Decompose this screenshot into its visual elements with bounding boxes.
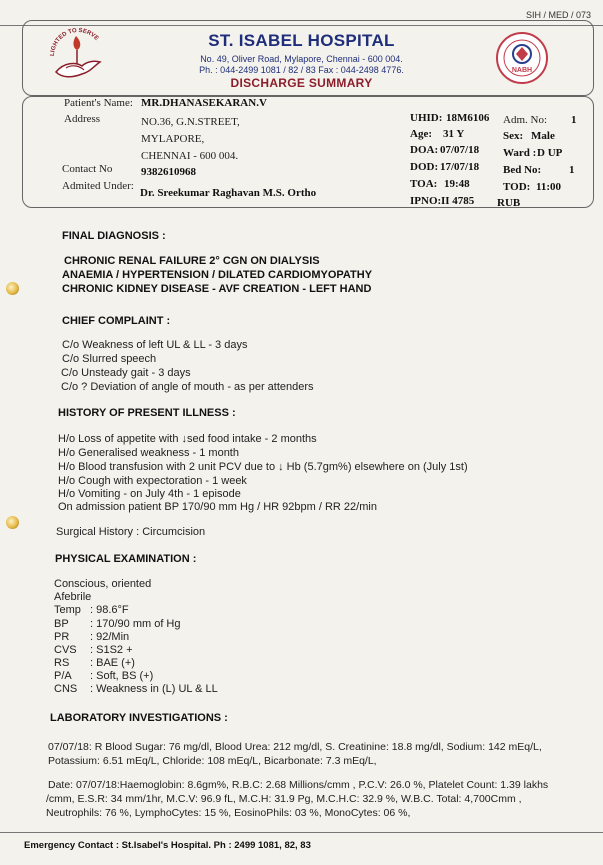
ward-label: Ward : [503,147,537,159]
history-line: H/o Vomiting - on July 4th - 1 episode [58,488,241,500]
diagnosis-line: ANAEMIA / HYPERTENSION / DILATED CARDIOMYOPATHY [62,269,373,281]
diagnosis-line: CHRONIC KIDNEY DISEASE - AVF CREATION - LEFT HAND [62,283,372,295]
exam-row-value: : 92/Min [90,631,130,643]
dod-value: 17/07/18 [440,161,480,173]
exam-row-label: Temp [54,604,81,616]
uhid-label: UHID: [410,112,443,124]
exam-row-label: RS [54,657,70,669]
address-label: Address [64,113,101,125]
toa-label: TOA: [410,178,438,190]
exam-row-value: : 98.6°F [90,604,129,616]
page-code: SIH / MED / 073 [525,10,591,20]
lab-line: Date: 07/07/18:Haemoglobin: 8.6gm%, R.B.C: 2.68 Millions/cmm , P.C.V: 26.0 %, Platelet Count: 1.39 lakhs [48,779,549,791]
logo-left-text: LIGHTED TO SERVE [49,27,100,57]
hospital-phone: Ph. : 044-2499 1081 / 82 / 83 Fax : 044-2498 4776. [199,65,404,75]
physical-exam-heading: PHYSICAL EXAMINATION : [55,553,197,565]
patient-name-label: Patient's Name: [64,97,133,109]
exam-row-value: : S1S2 + [90,644,133,656]
contact-number: 9382610968 [141,166,196,178]
exam-row-value: : Soft, BS (+) [90,670,154,682]
lab-line: Potassium: 6.51 mEq/L, Chloride: 108 mEq/L, Bicarbonate: 7.3 mEq/L, [48,755,377,767]
exam-row-label: CNS [54,683,78,695]
contact-label: Contact No [62,163,113,175]
emergency-contact-footer: Emergency Contact : St.Isabel's Hospital. Ph : 2499 1081, 82, 83 [24,840,311,851]
tod-value: 11:00 [536,181,562,193]
history-line: H/o Cough with expectoration - 1 week [58,475,247,487]
adm-no-value: 1 [571,114,577,126]
history-line: H/o Loss of appetite with ↓sed food intake - 2 months [58,433,317,445]
toa-value: 19:48 [444,178,470,190]
exam-row-value: : Weakness in (L) UL & LL [90,683,218,695]
exam-general-line: Conscious, oriented [54,578,152,590]
chief-complaint-heading: CHIEF COMPLAINT : [62,315,171,327]
diagnosis-line: CHRONIC RENAL FAILURE 2° CGN ON DIALYSIS [64,255,320,267]
address-line: MYLAPORE, [141,133,205,145]
age-label: Age: [410,128,432,140]
sex-value: Male [531,130,555,142]
bed-no-label: Bed No: [503,164,542,176]
patient-name: MR.DHANASEKARAN.V [141,97,267,109]
exam-row-label: BP [54,618,69,630]
bed-no-value: 1 [569,164,575,176]
doa-value: 07/07/18 [440,144,480,156]
bottom-rule [0,832,603,833]
doa-label: DOA: [410,144,439,156]
ward-value: D UP [537,147,563,159]
dod-label: DOD: [410,161,439,173]
surgical-history: Surgical History : Circumcision [56,526,206,538]
document-title: DISCHARGE SUMMARY [230,76,373,90]
logo-right-text: NABH [511,67,533,74]
lab-line: Neutrophils: 76 %, LymphoCytes: 15 %, EosinoPhils: 03 %, MonoCytes: 06 %, [46,807,411,819]
admitted-under-label: Admited Under: [62,180,134,192]
punch-hole-icon [6,516,19,529]
hospital-address: No. 49, Oliver Road, Mylapore, Chennai - 600 004. [200,54,403,64]
admitted-under-doctor: Dr. Sreekumar Raghavan M.S. Ortho [140,187,317,199]
address-line: NO.36, G.N.STREET, [141,116,240,128]
complaint-line: C/o Slurred speech [62,353,157,365]
exam-row-label: CVS [54,644,77,656]
address-line: CHENNAI - 600 004. [141,150,239,162]
exam-general-line: Afebrile [54,591,92,603]
history-line: H/o Blood transfusion with 2 unit PCV due to ↓ Hb (5.7gm%) elsewhere on (July 1st) [58,461,468,473]
exam-row-label: P/A [54,670,72,682]
age-value: 31 Y [443,128,465,140]
adm-no-label: Adm. No: [503,114,547,126]
final-diagnosis-heading: FINAL DIAGNOSIS : [62,230,166,242]
ipno-label: IPNO: [410,195,442,207]
exam-row-value: : BAE (+) [90,657,135,669]
lab-line: /cmm, E.S.R: 34 mm/1hr, M.C.V: 96.9 fL, M.C.H: 31.9 Pg, M.C.H.C: 32.9 %, W.B.C. Total: 4,700Cmm , [46,793,522,805]
hospital-name: ST. ISABEL HOSPITAL [208,31,395,50]
exam-row-label: PR [54,631,70,643]
history-line: H/o Generalised weakness - 1 month [58,447,239,459]
sex-label: Sex: [503,130,524,142]
complaint-line: C/o Weakness of left UL & LL - 3 days [62,339,248,351]
history-heading: HISTORY OF PRESENT ILLNESS : [58,407,236,419]
history-line: On admission patient BP 170/90 mm Hg / HR 92bpm / RR 22/min [58,501,377,513]
complaint-line: C/o ? Deviation of angle of mouth - as per attenders [61,381,314,393]
ipno-suffix: RUB [497,197,521,209]
punch-hole-icon [6,282,19,295]
lab-line: 07/07/18: R Blood Sugar: 76 mg/dl, Blood Urea: 212 mg/dl, S. Creatinine: 18.8 mg/dl, Sodium: 142 mEq/L, [48,741,542,753]
complaint-line: C/o Unsteady gait - 3 days [61,367,191,379]
ipno-value: II 4785 [441,195,475,207]
lab-heading: LABORATORY INVESTIGATIONS : [50,712,228,724]
watermark [105,144,536,696]
exam-row-value: : 170/90 mm of Hg [90,618,181,630]
uhid-value: 18M6106 [446,112,490,124]
tod-label: TOD: [503,181,531,193]
